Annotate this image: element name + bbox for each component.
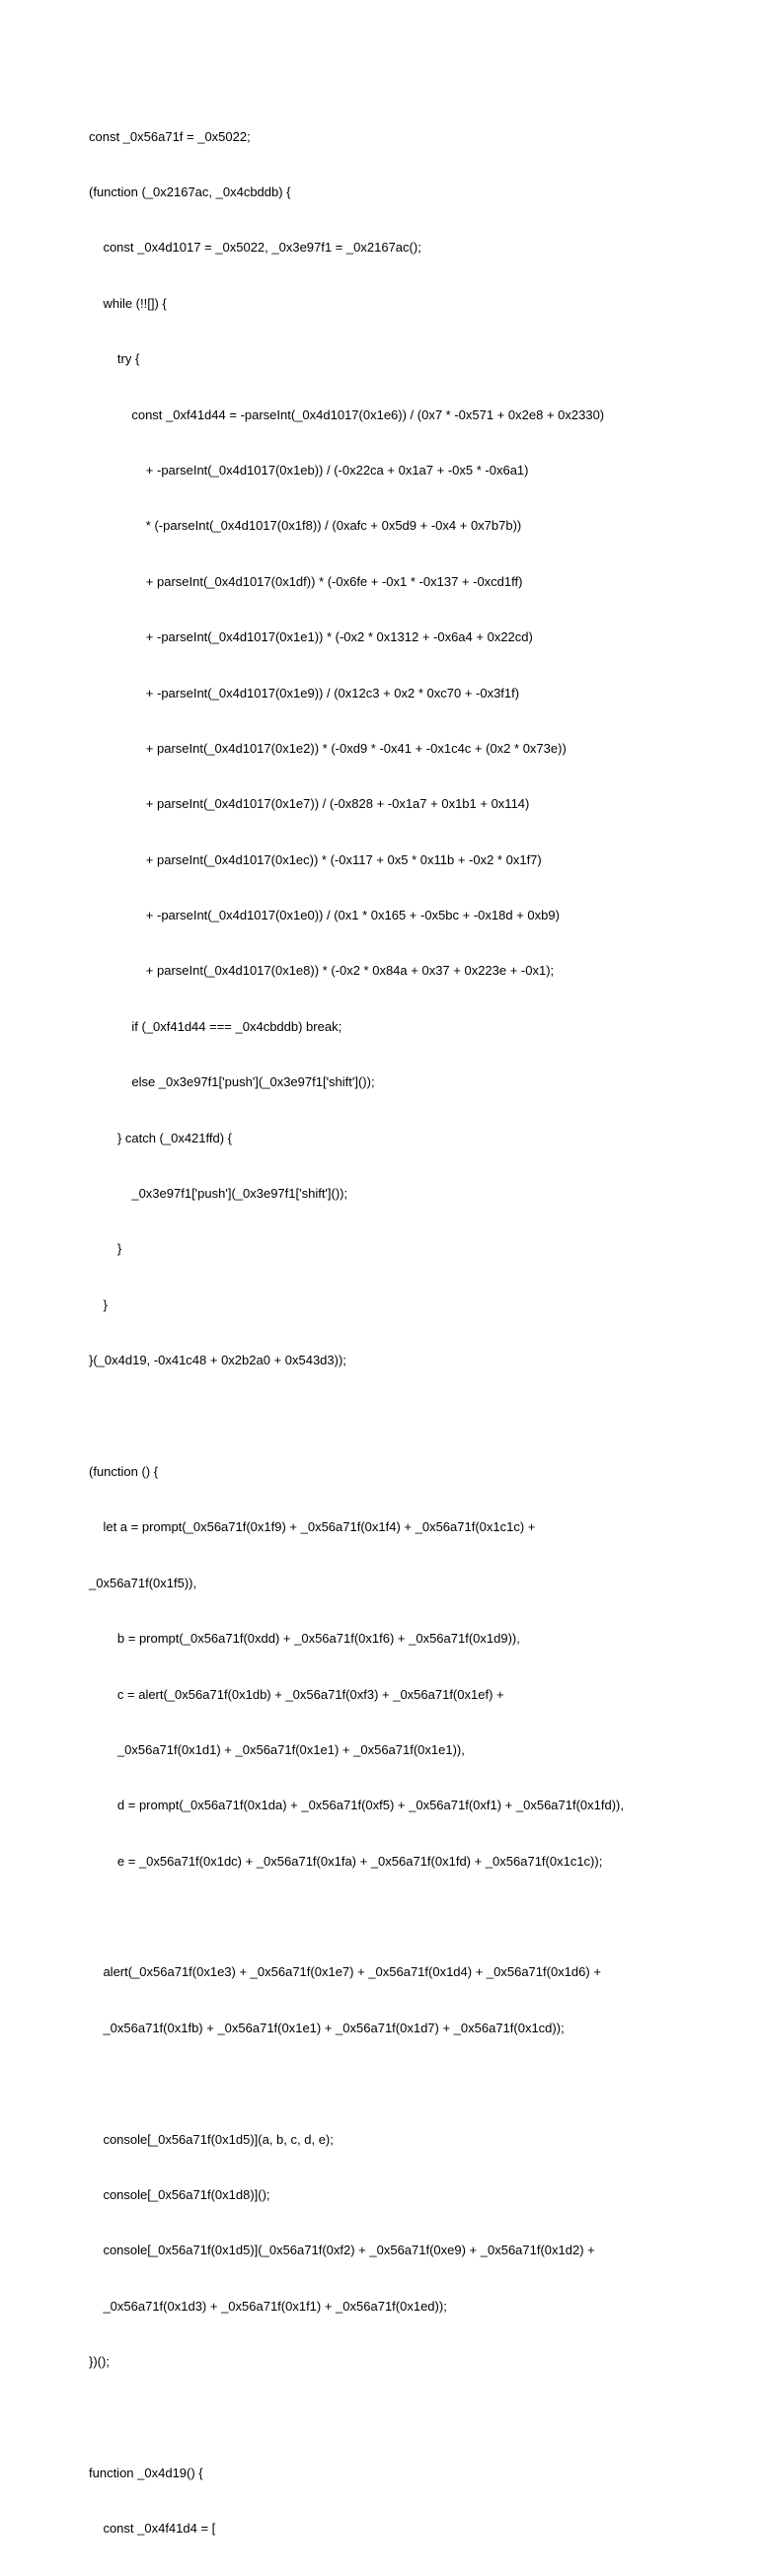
code-line: const _0x4d1017 = _0x5022, _0x3e97f1 = _0x2167ac(); xyxy=(89,240,421,256)
code-line: + parseInt(_0x4d1017(0x1e2)) * (-0xd9 * -0x41 + -0x1c4c + (0x2 * 0x73e)) xyxy=(89,740,567,756)
code-line: + parseInt(_0x4d1017(0x1df)) * (-0x6fe + -0x1 * -0x137 + -0xcd1ff) xyxy=(89,573,523,589)
code-line xyxy=(89,1908,740,1927)
code-line: (function () { xyxy=(89,1463,159,1479)
code-line: _0x3e97f1['push'](_0x3e97f1['shift']()); xyxy=(89,1186,348,1202)
code-line: if (_0xf41d44 === _0x4cbddb) break; xyxy=(89,1018,342,1034)
code-line: _0x56a71f(0x1d3) + _0x56a71f(0x1f1) + _0x56a71f(0x1ed)); xyxy=(89,2298,447,2314)
code-line: e = _0x56a71f(0x1dc) + _0x56a71f(0x1fa) + _0x56a71f(0x1fd) + _0x56a71f(0x1c1c)); xyxy=(89,1853,603,1869)
code-line: + -parseInt(_0x4d1017(0x1e0)) / (0x1 * 0x165 + -0x5bc + -0x18d + 0xb9) xyxy=(89,908,560,923)
code-line: _0x56a71f(0x1f5)), xyxy=(89,1575,197,1590)
code-line: * (-parseInt(_0x4d1017(0x1f8)) / (0xafc + 0x5d9 + -0x4 + 0x7b7b)) xyxy=(89,518,522,534)
code-line: }(_0x4d19, -0x41c48 + 0x2b2a0 + 0x543d3)); xyxy=(89,1353,346,1368)
code-line: const _0x56a71f = _0x5022; xyxy=(89,128,251,144)
code-line: + parseInt(_0x4d1017(0x1e8)) * (-0x2 * 0x84a + 0x37 + 0x223e + -0x1); xyxy=(89,963,555,979)
code-line xyxy=(89,2409,740,2428)
code-line: } xyxy=(89,1241,122,1257)
code-line: + parseInt(_0x4d1017(0x1ec)) * (-0x117 + 0x5 * 0x11b + -0x2 * 0x1f7) xyxy=(89,851,542,867)
code-line: (function (_0x2167ac, _0x4cbddb) { xyxy=(89,184,291,199)
code-line: + -parseInt(_0x4d1017(0x1e1)) * (-0x2 * 0x1312 + -0x6a4 + 0x22cd) xyxy=(89,629,533,645)
code-line: let a = prompt(_0x56a71f(0x1f9) + _0x56a71f(0x1f4) + _0x56a71f(0x1c1c) + xyxy=(89,1519,536,1535)
code-line: _0x56a71f(0x1d1) + _0x56a71f(0x1e1) + _0x56a71f(0x1e1)), xyxy=(89,1741,465,1757)
code-line: const _0x4f41d4 = [ xyxy=(89,2521,216,2537)
code-line: } xyxy=(89,1296,108,1312)
code-line: b = prompt(_0x56a71f(0xdd) + _0x56a71f(0x1f6) + _0x56a71f(0x1d9)), xyxy=(89,1631,520,1647)
code-line: console[_0x56a71f(0x1d5)](a, b, c, d, e); xyxy=(89,2131,334,2147)
code-line: function _0x4d19() { xyxy=(89,2466,203,2480)
code-line: console[_0x56a71f(0x1d5)](_0x56a71f(0xf2) + _0x56a71f(0xe9) + _0x56a71f(0x1d2) + xyxy=(89,2243,595,2258)
code-line: const _0xf41d44 = -parseInt(_0x4d1017(0x1e6)) / (0x7 * -0x571 + 0x2e8 + 0x2330) xyxy=(89,406,605,422)
code-line: try { xyxy=(89,351,140,367)
code-line: console[_0x56a71f(0x1d8)](); xyxy=(89,2187,270,2203)
code-line: _0x56a71f(0x1fb) + _0x56a71f(0x1e1) + _0x56a71f(0x1d7) + _0x56a71f(0x1cd)); xyxy=(89,2020,565,2035)
code-listing xyxy=(89,91,740,2576)
code-line: alert(_0x56a71f(0x1e3) + _0x56a71f(0x1e7) + _0x56a71f(0x1d4) + _0x56a71f(0x1d6) + xyxy=(89,1964,601,1980)
code-line: d = prompt(_0x56a71f(0x1da) + _0x56a71f(0xf5) + _0x56a71f(0xf1) + _0x56a71f(0x1fd)), xyxy=(89,1798,625,1813)
code-line: while (!![]) { xyxy=(89,295,167,311)
code-line: c = alert(_0x56a71f(0x1db) + _0x56a71f(0xf3) + _0x56a71f(0x1ef) + xyxy=(89,1686,504,1702)
code-line: + parseInt(_0x4d1017(0x1e7)) / (-0x828 + -0x1a7 + 0x1b1 + 0x114) xyxy=(89,796,530,812)
code-line xyxy=(89,2075,740,2094)
code-line: } catch (_0x421ffd) { xyxy=(89,1130,233,1145)
code-line: + -parseInt(_0x4d1017(0x1e9)) / (0x12c3 + 0x2 * 0xc70 + -0x3f1f) xyxy=(89,685,520,700)
code-line: else _0x3e97f1['push'](_0x3e97f1['shift']()); xyxy=(89,1074,375,1090)
code-line: + -parseInt(_0x4d1017(0x1eb)) / (-0x22ca + 0x1a7 + -0x5 * -0x6a1) xyxy=(89,462,529,478)
code-line: })(); xyxy=(89,2354,110,2370)
code-line xyxy=(89,1408,740,1427)
